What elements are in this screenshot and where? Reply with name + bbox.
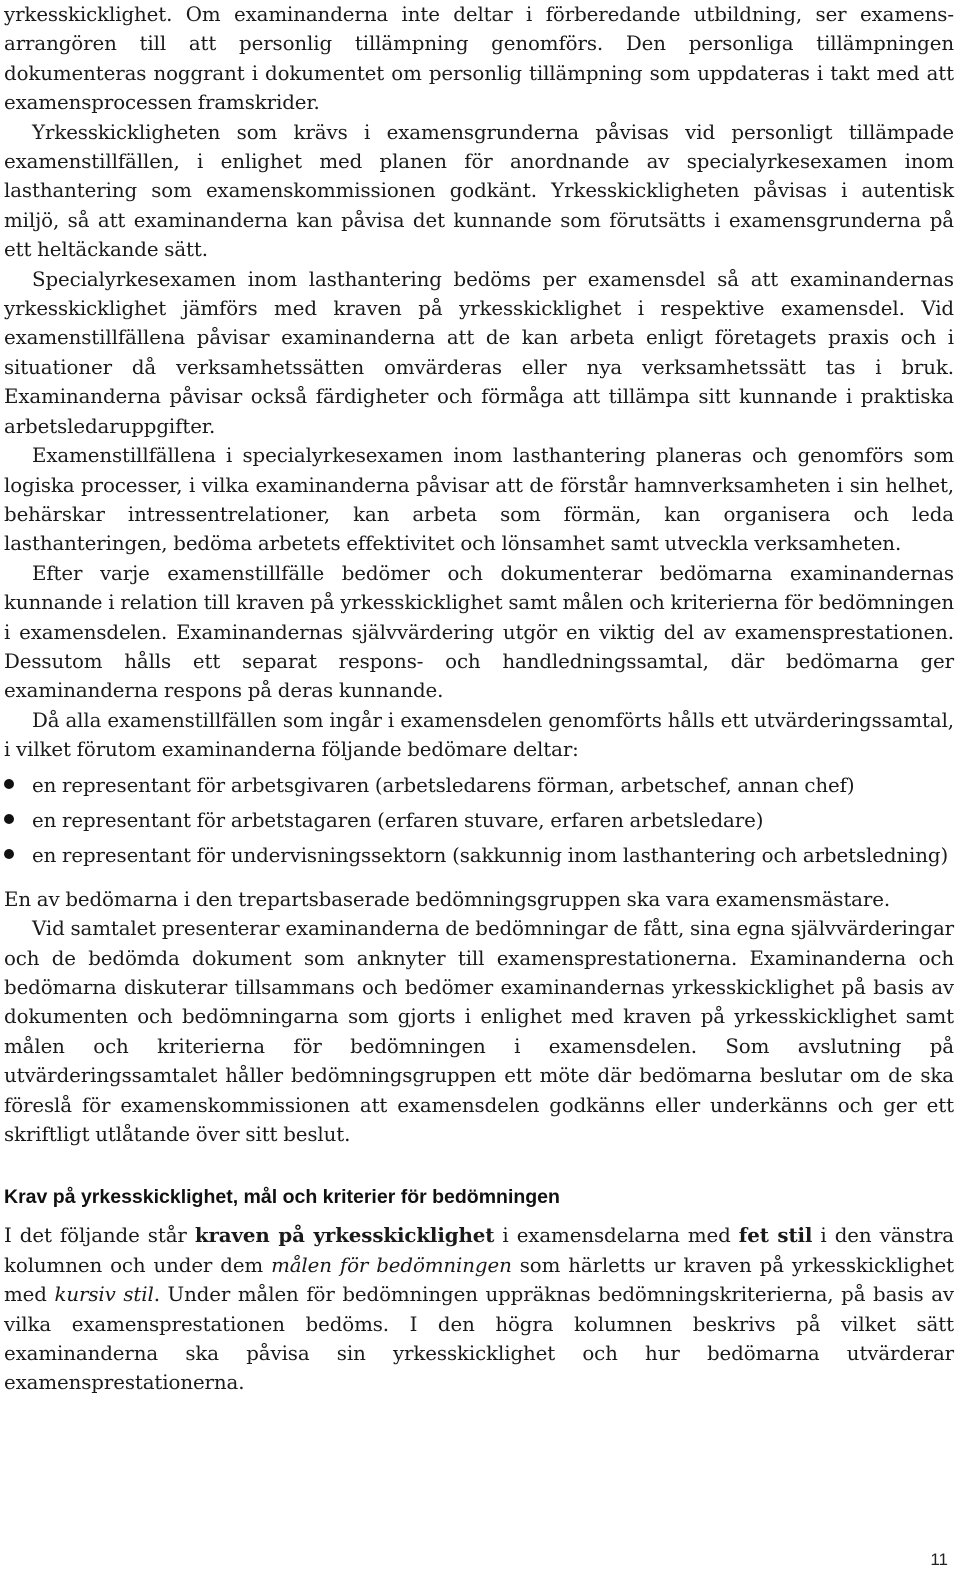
- intro-text: som härletts ur kraven på yrkesskicklighet med: [4, 1253, 954, 1307]
- intro-text: I det följande står: [4, 1224, 195, 1248]
- list-item-text: en representant för arbetstagaren (erfaren stuvare, erfaren arbetsledare): [32, 808, 764, 832]
- paragraph-demonstration: Yrkesskickligheten som krävs i examensgrunderna påvisas vid personligt tillämpade examenstillfällen, i enlighet med planen för anordnande av specialyrkesexamen inom lasthantering som examenskommissionen godkänt. Yrkesskickligheten påvisas i autentisk miljö, så att examinanderna kan påvisa det kunnande som förutsätts i examensgrunderna på ett heltäckande sätt.: [4, 120, 954, 262]
- list-item: [4, 841, 954, 870]
- bullet-icon: [4, 814, 14, 824]
- intro-bold-style: fet stil: [738, 1223, 813, 1248]
- intro-italic-goals: målen för bedömningen: [271, 1253, 512, 1277]
- paragraph-assessment: Specialyrkesexamen inom lasthantering bedöms per examensdel så att examinandernas yrkesskicklighet jämförs med kraven på yrkesskicklighet i respektive examensdel. Vid examenstillfällena påvisar examinanderna att de kan arbeta enligt företagets praxis och i situationer då verksamhetssätten omvärderas eller nya verksamhetssätt tas i bruk. Examinanderna påvisar också färdigheter och förmåga att tillämpa sitt kunnande i praktiska arbetsledaruppgifter.: [4, 267, 954, 438]
- intro-italic-style: kursiv stil: [54, 1283, 154, 1307]
- list-item: [4, 771, 954, 800]
- bullet-icon: [4, 779, 14, 789]
- intro-text: i examensdelarna med: [494, 1224, 739, 1248]
- assessor-list: [4, 771, 954, 871]
- section-heading: Krav på yrkesskicklighet, mål och kriterier för bedömningen: [4, 1186, 560, 1209]
- intro-text: . Under målen för bedömningen uppräknas bedömningskriterierna, på basis av vilka examensprestationen bedöms. I den högra kolumnen beskrivs på vilket sätt examinanderna ska påvisa sin yrkesskicklighet och hur bedömarna utvärderar examensprestationerna.: [4, 1283, 954, 1395]
- page-number: 11: [930, 1550, 948, 1569]
- bullet-icon: [4, 849, 14, 859]
- section-intro-paragraph: [4, 1221, 954, 1397]
- paragraph-documentation: Efter varje examenstillfälle bedömer och dokumenterar bedömarna examinandernas kunnande i relation till kraven på yrkesskicklighet samt målen och kriterierna för bedömningen i examensdelen. Examinandernas självvärdering utgör en viktig del av examensprestationen. Dessutom hålls ett separat respons- och handledningssamtal, där bedömarna ger examinanderna respons på deras kunnande.: [4, 561, 954, 703]
- list-item-text: en representant för undervisningssektorn (sakkunnig inom lasthantering och arbetsledning): [32, 844, 949, 868]
- paragraph-examination-master: En av bedömarna i den trepartsbaserade bedömningsgruppen ska vara examensmästare.: [4, 887, 891, 911]
- intro-text: i den vänstra kolumnen och under dem: [4, 1224, 954, 1277]
- list-item-text: en representant för arbetsgivaren (arbetsledarens förman, arbetschef, annan chef): [32, 773, 855, 797]
- paragraph-continuation: yrkesskicklighet. Om examinanderna inte deltar i förberedande utbildning, ser examensarrangören till att personlig tillämpning genomförs. Den personliga tillämpningen dokumenteras noggrant i dokumentet om personlig tillämpning som uppdateras i takt med att examensprocessen framskrider.: [4, 3, 954, 115]
- paragraph-exam-processes: Examenstillfällena i specialyrkesexamen inom lasthantering planeras och genomförs som logiska processer, i vilka examinanderna påvisar att de förstår hamnverksamheten i sin helhet, behärskar intressentrelationer, kan arbeta som förmän, kan organisera och leda lasthanteringen, bedöma arbetets effektivitet och lönsamhet samt utveckla verksamheten.: [4, 444, 954, 556]
- list-item: [4, 806, 954, 835]
- paragraph-evaluation-session: Vid samtalet presenterar examinanderna de bedömningar de fått, sina egna självvärderingar och de bedömda dokument som anknyter till examensprestationerna. Examinanderna och bedömarna diskuterar tillsammans och bedömer examinandernas yrkesskicklighet på basis av dokumenten och bedömningarna som gjorts i enlighet med kraven på yrkesskicklighet samt målen och kriterierna för bedömningen i examensdelen. Som avslutning på utvärderingssamtalet håller bedömningsgruppen ett möte där bedömarna beslutar om de ska föreslå för examenskommissionen att examensdelen godkänns eller underkänns och ger ett skriftligt utlåtande över sitt beslut.: [4, 917, 954, 1147]
- intro-bold-requirements: kraven på yrkesskicklighet: [194, 1223, 495, 1248]
- paragraph-evaluation-intro: Då alla examenstillfällen som ingår i examensdelen genomförts hålls ett utvärderingssamtal, i vilket förutom examinanderna följande bedömare deltar:: [4, 708, 954, 762]
- document-page: [4, 0, 954, 1398]
